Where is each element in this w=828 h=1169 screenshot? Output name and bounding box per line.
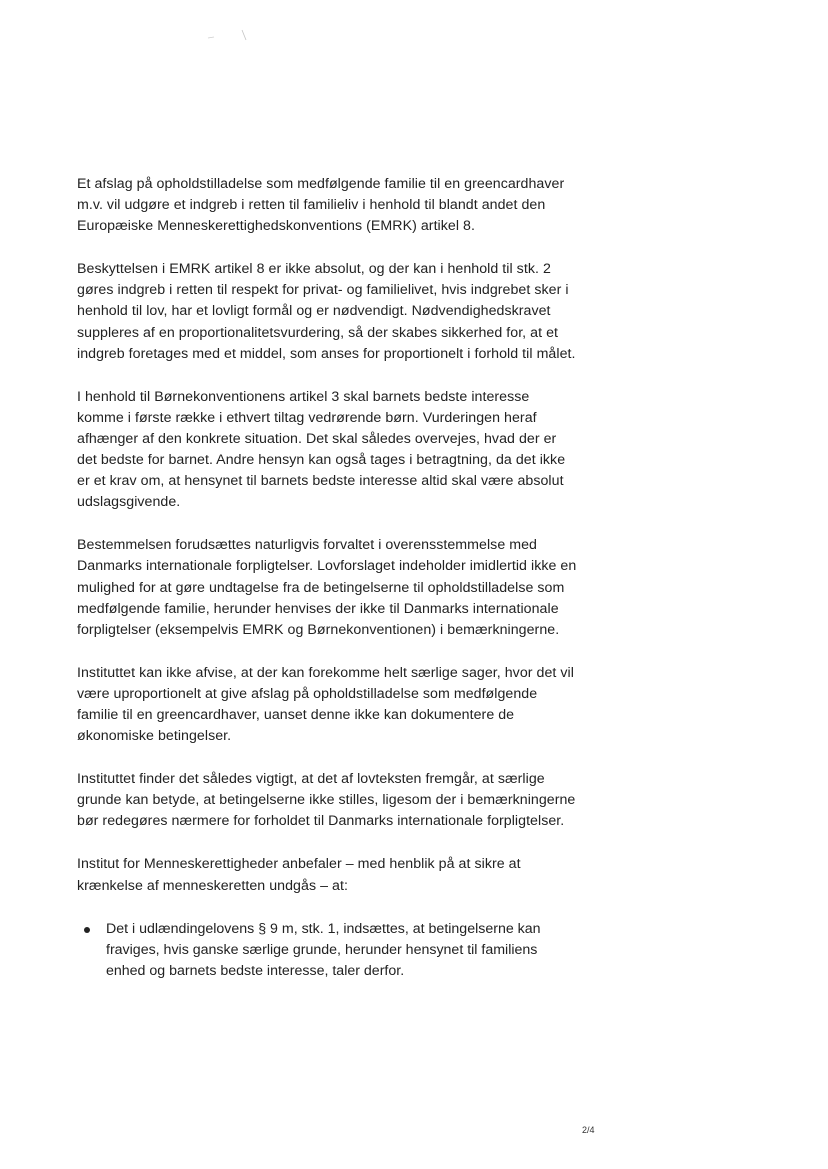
list-item-text: Det i udlændingelovens § 9 m, stk. 1, indsættes, at betingelserne kan fraviges, hvis ganske særlige grunde, herunder hensynet til familiens enhed og barnets bedste interesse, taler derfor.	[106, 920, 541, 979]
document-body	[77, 174, 577, 982]
paragraph-law-text: Instituttet finder det således vigtigt, at det af lovteksten fremgår, at særlige grunde kan betyde, at betingelserne ikke stilles, ligesom der i bemærkningerne bør redegøres nærmere for forholdet til Danmarks internationale forpligtelser.	[77, 771, 576, 830]
page-number: 2/4	[582, 1125, 595, 1135]
scan-artifact	[204, 26, 264, 46]
paragraph-emrk-protection: Beskyttelsen i EMRK artikel 8 er ikke absolut, og der kan i henhold til stk. 2 gøres indgreb i retten til respekt for privat- og familielivet, hvis indgrebet sker i henhold til lov, har et lovligt formål og er nødvendigt. Nødvendighedskravet suppleres af en proportionalitetsvurdering, så der skabes sikkerhed for, at et indgreb foretages med et middel, som anses for proportionelt i forhold til målet.	[77, 261, 576, 362]
list-item	[77, 919, 577, 982]
paragraph-recommendation: Institut for Menneskerettigheder anbefaler – med henblik på at sikre at krænkelse af menneskeretten undgås – at:	[77, 856, 521, 894]
paragraph-child-convention: I henhold til Børnekonventionens artikel 3 skal barnets bedste interesse komme i første række i ethvert tiltag vedrørende børn. Vurderingen heraf afhænger af den konkrete situation. Det skal således overvejes, hvad der er det bedste for barnet. Andre hensyn kan også tages i betragtning, da det ikke er et krav om, at hensynet til barnets bedste interesse altid skal være absolut udslagsgivende.	[77, 388, 566, 511]
bullet-icon	[84, 927, 90, 933]
paragraph-international-obligations: Bestemmelsen forudsættes naturligvis forvaltet i overensstemmelse med Danmarks internationale forpligtelser. Lovforslaget indeholder imidlertid ikke en mulighed for at gøre undtagelse fra de betingelserne til opholdstilladelse som medfølgende familie, herunder henvises der ikke til Danmarks internationale forpligtelser (eksempelvis EMRK og Børnekonventionen) i bemærkningerne.	[77, 537, 577, 638]
paragraph-emrk-intro: Et afslag på opholdstilladelse som medfølgende familie til en greencardhaver m.v. vil udgøre et indgreb i retten til familieliv i henhold til blandt andet den Europæiske Menneskerettighedskonventions (EMRK) artikel 8.	[77, 176, 565, 235]
paragraph-special-cases: Instituttet kan ikke afvise, at der kan forekomme helt særlige sager, hvor det vil være uproportionelt at give afslag på opholdstilladelse som medfølgende familie til en greencardhaver, uanset denne ikke kan dokumentere de økonomiske betingelser.	[77, 664, 574, 745]
recommendation-list	[77, 919, 577, 982]
